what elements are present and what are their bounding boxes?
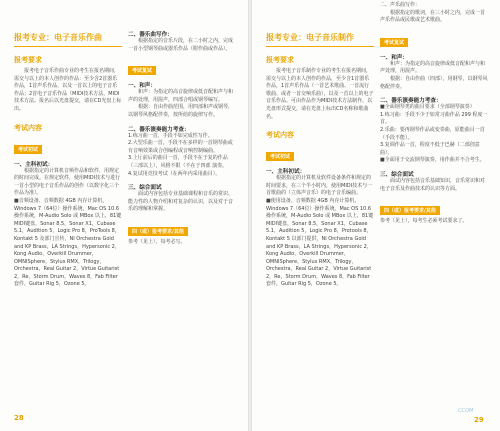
right-r1-title: 一、和声：	[380, 54, 408, 61]
right-heading-rule	[266, 46, 374, 47]
right-page	[252, 0, 500, 431]
left-r1-title: 一、和声：	[128, 83, 156, 90]
ccom-logo: CCOM	[458, 408, 474, 414]
left-first-bar: 考试初试	[14, 136, 122, 155]
right-r2-title: 二、器乐演奏能力考查：	[380, 98, 442, 105]
right-r1-text: 和声：为指定的高音旋律或低音配和声与和声处理，用混声。	[380, 60, 486, 75]
right-s1-title: 一、主科初试：	[266, 169, 306, 176]
left-s2-text: 根据指定的音乐片段，在二小时之内，完成一首小型钢琴曲或器乐作品（附作曲或作品）。	[128, 38, 234, 52]
left-column-1	[14, 0, 122, 289]
left-r1-text: 和声：为指定的高音旋律或低音配和声与和声的处理，用混声，四部合唱或钢琴编写。	[128, 89, 234, 103]
left-req-text: 报考电子音乐作曲专业的考生在报名期间，需交与以上的本人创作的作品：至少含2首器乐作品，1首声乐作品，以及一首以上的电子音乐作品；2首电子音乐作品（MIDI技术方法，MIDI技术方法。报名后以光盘提交，请在CD光盘上标出。	[14, 68, 122, 112]
left-content-title: 考试内容	[14, 123, 42, 132]
left-s1-title: 一、主科初试：	[14, 161, 54, 168]
right-r3-text: 面试内容包括音乐基础知识，音乐常识和对电子音乐及作曲技术的认识等方面。	[380, 177, 486, 192]
left-heading: 报考专业：电子音乐作曲	[14, 33, 102, 42]
left-s1-text: 根据指定的计算机音频作品和软件，用规定的时间完成。在规定软件，使用MIDI技术与进行一首小型的电子音乐作品的创作（以数字化三个作品为准）。	[14, 167, 121, 197]
left-r2-item: 4.复试用竞技考试（在两年内采用曲目）。	[128, 170, 221, 177]
left-page-number: 28	[14, 414, 24, 422]
left-heading-rule	[14, 46, 122, 47]
right-r4-text: 参考（见上），每考生必须考试要求了。	[380, 218, 468, 225]
left-retest-bar: 考试复试	[128, 57, 236, 76]
left-r2-title: 二、器乐演奏能力考查：	[128, 126, 190, 133]
right-s2-title: 二、声乐曲写作：	[380, 2, 421, 8]
left-r1-text2: 根据：自由作曲范围，用四部和声或钢琴，以钢琴风格配伴奏，按所给的旋律写作。	[128, 104, 234, 118]
right-heading: 报考专业：电子音乐制作	[266, 33, 354, 42]
right-column-2	[380, 0, 488, 226]
right-content-title: 考试内容	[266, 131, 294, 140]
right-r1-text2: 根据：自由作曲（四部），用钢琴，以钢琴风格配伴奏。	[380, 75, 488, 90]
right-r2-item: 2.乐曲：要再钢琴作品或变奏曲，原能曲目一首（手段不能）。	[380, 126, 485, 141]
right-r3-title: 三、综合面试	[380, 171, 414, 178]
right-page-number: 29	[474, 416, 484, 424]
right-r2-item: ■全面用于交流钢琴演奏，用作曲并不合考生。	[380, 157, 485, 164]
left-r3-title: 三、综合面试	[128, 185, 162, 192]
right-req-text: 报考电子音乐制作专业的考生在报名期间，需交与以上的本人创作的作品，至少含1首器乐作品，1首声乐作品（一首艺术歌曲、一首流行歌曲、或者一首交响乐曲），以及一首以上的电子音乐作品。可由作品作为MIDI技术方法制作、以光盘形式提交，请在光盘上标出CD名称和歌曲名。	[266, 68, 374, 120]
left-r4-bar: 四（或）报考要求/其他	[128, 218, 236, 237]
right-req-title: 报考要求	[266, 56, 294, 64]
left-page	[0, 0, 248, 431]
right-s1-devices: ■使用设备、音频数据 4GB 内存计算机，Windows 7（64位）操作系统，Mac OS 10.6 操作系统，M-Audio Solo 或 MBox 以上，81键 MIDI键盘，Sonar 8.5，Sonar X1，Cubase 5.1，Audition 5，Logic Pro 8，Protools 8，Kontakt 5 以部门提供，NI Orchestra Gold and KP Brass，LA Strings，Hypersonic 2，Kong Audio，Overkill Drummer，OMNISphere，Stylus RMX，Trilogy，Orchestra，Real Guitar 2，Virtue Guitarist 2，Re，Storm Drum，Waves 8，Fab Filter 套件，Guitar Rig 5，Ozone 5。	[266, 197, 374, 288]
left-s2-title: 二、器乐曲写作：	[128, 32, 173, 38]
right-r2-item: 3.复调作品一首，程度不低于巴赫（二部创意曲）。	[380, 142, 480, 156]
left-r2-item: 3.上厅前后的曲目一首，手段不在于复的作品（三部以上），风格不限（不在于四部 演奏。	[128, 155, 228, 169]
left-r3-text: 面试内容包括专业基础课程和音乐的常识、能力性的人物介绍和对复杂的认识，以及对于音乐的理解和掌握。	[128, 191, 234, 213]
right-r2-item: ■全面钢琴类的曲目要求（全部钢琴演奏）	[380, 104, 475, 111]
left-r4-text: 参考（见上），每考必写。	[128, 238, 186, 245]
right-column-1	[266, 0, 374, 289]
right-r2-item: 1.练习曲：手段不少于如常习曲作品 299 程度一首。	[380, 111, 488, 126]
left-s1-devices: ■音频设备、音频数据 4GB 内存计算机，Windows 7（64位）操作系统，Mac OS 10.6 操作系统，M-Audio Solo 或 MBox 以上，81键 MIDI键盘，Sonar 8.5，Sonar X1，Cubase 5.1，Audition 5，Logic Pro 8，ProTools 8，Kontakt 5 及部门宣传，NI Orchestra Gold and KP Brass，LA Strings，Hypersonic 2，Kong Audio，Overkill Drummer，OMNISphere，Stylus RMX，Trilogy，Orchestra，Real Guitar 2，Virtue Guitarist 2，Re，Storm Drum，Waves 8，Fab Filter 套件，Guitar Rig 5，Ozone 5。	[14, 197, 122, 288]
left-r2-item: 1.练习曲一首，手段不如完成性写作。	[128, 132, 213, 139]
right-first-bar: 考试初试	[266, 143, 374, 162]
left-column-2	[128, 0, 236, 247]
right-r4-bar: 四（或）报考要求/其他	[380, 197, 488, 216]
right-s2-text: 根据指定的歌词，在三小时之内，完成一首声乐作品或民歌或艺术歌曲。	[380, 9, 486, 24]
right-s1-text: 根据指定的计算机及软件设备条件和规定的时间要求，在三个半小时内，使用MIDI技术与一首歌曲的（立体声音乐）的电子音乐编曲。	[266, 175, 373, 197]
left-req-title: 报考要求	[14, 56, 42, 64]
left-r2-item: 2.大型乐曲一首，手段不在多样的一首钢琴曲或有音响效果或合创编程或音响控制编曲。	[128, 140, 233, 154]
right-retest-bar: 考试复试	[380, 29, 488, 48]
